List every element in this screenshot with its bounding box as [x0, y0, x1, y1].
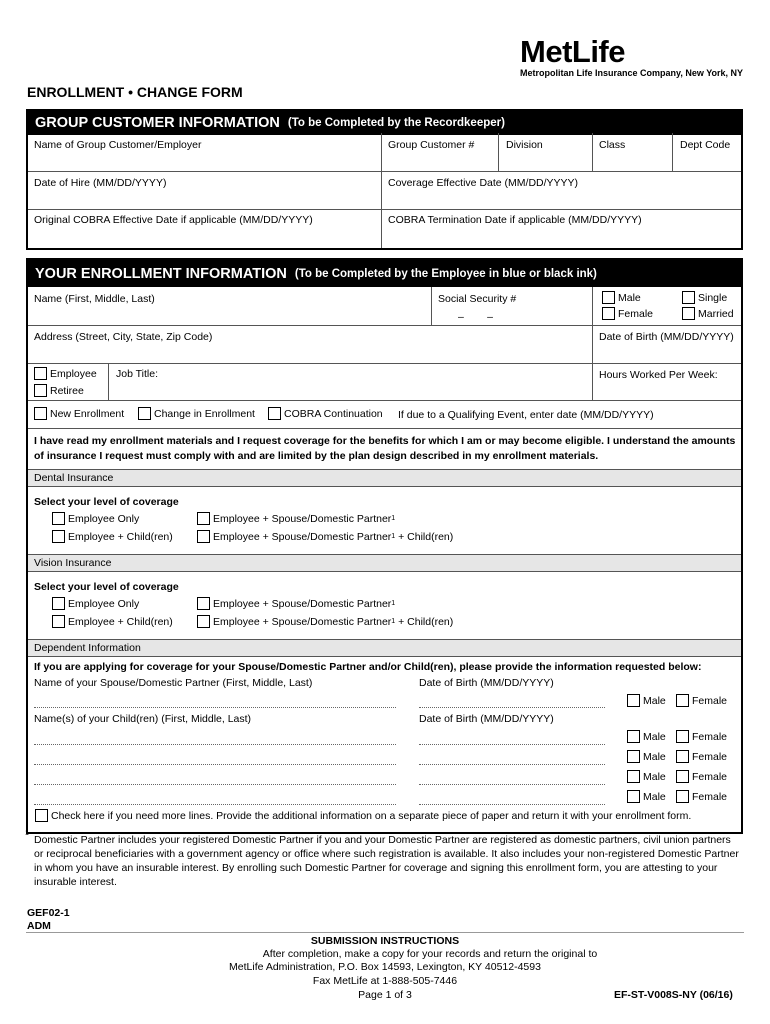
employee-label: Employee [50, 367, 97, 380]
coverage-effective-date-field[interactable]: Coverage Effective Date (MM/DD/YYYY) [388, 177, 579, 189]
division-field[interactable]: Division [506, 139, 543, 151]
child-male-label: Male [643, 730, 666, 743]
child-female-checkbox[interactable] [676, 790, 689, 803]
vision-employee-only-label: Employee Only [68, 597, 140, 610]
vision-employee-spouse-checkbox[interactable] [197, 597, 210, 610]
dental-employee-spouse-label: Employee + Spouse/Domestic Partner [213, 512, 392, 525]
class-field[interactable]: Class [599, 139, 626, 151]
dental-plus-child-label: + Child(ren) [398, 530, 454, 543]
vision-employee-child-label: Employee + Child(ren) [68, 615, 173, 628]
change-enrollment-label: Change in Enrollment [154, 407, 255, 420]
child-female-checkbox[interactable] [676, 750, 689, 763]
hours-worked-field[interactable]: Hours Worked Per Week: [599, 369, 718, 381]
enrollment-heading: YOUR ENROLLMENT INFORMATION [35, 265, 287, 282]
metlife-logo: MetLife [520, 34, 625, 69]
dental-employee-child-label: Employee + Child(ren) [68, 530, 173, 543]
more-lines-checkbox[interactable] [35, 809, 48, 822]
child-dob-line[interactable] [419, 784, 605, 785]
female-checkbox[interactable] [602, 307, 615, 320]
submission-line-2: MetLife Administration, P.O. Box 14593, Lexington, KY 40512-4593 [229, 961, 541, 973]
child-name-line[interactable] [34, 784, 396, 785]
vision-employee-spouse-child-checkbox[interactable] [197, 615, 210, 628]
male-label: Male [618, 291, 641, 304]
enrollment-section [26, 258, 743, 834]
address-field[interactable]: Address (Street, City, State, Zip Code) [34, 331, 213, 343]
spouse-dob-line[interactable] [419, 707, 605, 708]
single-checkbox[interactable] [682, 291, 695, 304]
single-label: Single [698, 291, 728, 304]
footnote-ref: 1 [391, 600, 396, 607]
domestic-partner-footnote: Domestic Partner includes your registered Domestic Partner if you and your Domestic Partner are registered as domestic partners, civil union partners or reciprocal beneficiaries with a government agency or office where such registration is available. It also includes your non-registered Domestic Partner in whom you have an insurable interest. By enrolling such Domestic Partner for coverage and signing this enrollment form, you are attesting to your insurable interest. [34, 834, 739, 888]
vision-employee-spouse-label: Employee + Spouse/Domestic Partner [213, 597, 392, 610]
dental-select-label: Select your level of coverage [34, 496, 179, 508]
coverage-statement: I have read my enrollment materials and I request coverage for the benefits for which I am or may become eligible. I understand the amounts of insurance I request must comply with and are limited by the plan design described in my enrollment materials. [34, 435, 736, 462]
child-male-label: Male [643, 790, 666, 803]
dependent-heading: Dependent Information [34, 642, 141, 654]
vision-header [28, 554, 741, 572]
employee-checkbox[interactable] [34, 367, 47, 380]
date-of-hire-field[interactable]: Date of Hire (MM/DD/YYYY) [34, 177, 167, 189]
dental-employee-spouse-checkbox[interactable] [197, 512, 210, 525]
spouse-name-line[interactable] [34, 707, 396, 708]
dental-header [28, 469, 741, 487]
child-male-checkbox[interactable] [627, 790, 640, 803]
footnote-marker: 1 [25, 830, 29, 837]
child-female-label: Female [692, 770, 728, 783]
spouse-male-label: Male [643, 694, 666, 707]
vision-employee-child-checkbox[interactable] [52, 615, 65, 628]
married-checkbox[interactable] [682, 307, 695, 320]
child-dob-line[interactable] [419, 744, 605, 745]
vision-select-label: Select your level of coverage [34, 581, 179, 593]
company-name: Metropolitan Life Insurance Company, New York, NY [520, 68, 744, 78]
form-code-1: GEF02-1 [27, 907, 70, 919]
cobra-effective-date-field[interactable]: Original COBRA Effective Date if applicable (MM/DD/YYYY) [34, 214, 313, 226]
child-name-line[interactable] [34, 744, 396, 745]
dept-code-field[interactable]: Dept Code [680, 139, 731, 151]
retiree-checkbox[interactable] [34, 384, 47, 397]
dental-employee-spouse-child-checkbox[interactable] [197, 530, 210, 543]
child-dob-line[interactable] [419, 804, 605, 805]
dental-heading: Dental Insurance [34, 472, 114, 484]
child-female-label: Female [692, 790, 728, 803]
child-female-checkbox[interactable] [676, 770, 689, 783]
form-title: ENROLLMENT • CHANGE FORM [27, 84, 243, 100]
new-enrollment-checkbox[interactable] [34, 407, 47, 420]
form-code-2: ADM [27, 920, 51, 932]
children-dob-label: Date of Birth (MM/DD/YYYY) [419, 713, 554, 725]
spouse-female-label: Female [692, 694, 728, 707]
group-name-field[interactable]: Name of Group Customer/Employer [34, 139, 202, 151]
footnote-ref: 1 [391, 533, 396, 540]
married-label: Married [698, 307, 734, 320]
child-male-checkbox[interactable] [627, 770, 640, 783]
new-enrollment-label: New Enrollment [50, 407, 125, 420]
more-lines-label: Check here if you need more lines. Provide the additional information on a separate piece of paper and return it with your enrollment form. [51, 809, 692, 822]
child-male-label: Male [643, 770, 666, 783]
dental-employee-only-label: Employee Only [68, 512, 140, 525]
enrollment-header [28, 260, 741, 287]
submission-line-3: Fax MetLife at 1-888-505-7446 [312, 975, 458, 987]
change-enrollment-checkbox[interactable] [138, 407, 151, 420]
form-id: EF-ST-V008S-NY (06/16) [614, 989, 733, 1001]
child-name-line[interactable] [34, 764, 396, 765]
ssn-field[interactable]: Social Security # [438, 293, 517, 305]
group-customer-subheading: (To be Completed by the Recordkeeper) [287, 117, 505, 129]
vision-employee-spouse-child-label: Employee + Spouse/Domestic Partner [213, 615, 392, 628]
spouse-name-label: Name of your Spouse/Domestic Partner (First, Middle, Last) [34, 677, 313, 689]
child-female-label: Female [692, 750, 728, 763]
child-female-label: Female [692, 730, 728, 743]
cobra-termination-date-field[interactable]: COBRA Termination Date if applicable (MM/DD/YYYY) [388, 214, 642, 226]
vision-plus-child-label: + Child(ren) [398, 615, 454, 628]
female-label: Female [618, 307, 654, 320]
vision-employee-only-checkbox[interactable] [52, 597, 65, 610]
dental-employee-only-checkbox[interactable] [52, 512, 65, 525]
employee-name-field[interactable]: Name (First, Middle, Last) [34, 293, 155, 305]
page-number: Page 1 of 3 [358, 989, 412, 1001]
footnote-ref: 1 [391, 618, 396, 625]
dependent-intro: If you are applying for coverage for your Spouse/Domestic Partner and/or Child(ren), please provide the information requested below: [34, 661, 702, 673]
enrollment-subheading: (To be Completed by the Employee in blue or black ink) [294, 267, 597, 280]
vision-heading: Vision Insurance [34, 557, 112, 569]
group-number-field[interactable]: Group Customer # [388, 139, 475, 151]
retiree-label: Retiree [50, 384, 84, 397]
date-of-birth-field[interactable]: Date of Birth (MM/DD/YYYY) [599, 331, 734, 343]
footnote-ref: 1 [391, 515, 396, 522]
child-male-checkbox[interactable] [627, 730, 640, 743]
job-title-field[interactable]: Job Title: [116, 368, 159, 380]
spouse-male-checkbox[interactable] [627, 694, 640, 707]
ssn-dashes: – – [458, 311, 494, 323]
dental-employee-spouse-child-label: Employee + Spouse/Domestic Partner [213, 530, 392, 543]
cobra-continuation-label: COBRA Continuation [284, 407, 383, 420]
children-name-label: Name(s) of your Child(ren) (First, Middle, Last) [34, 713, 252, 725]
group-customer-heading: GROUP CUSTOMER INFORMATION [35, 115, 280, 131]
cobra-continuation-checkbox[interactable] [268, 407, 281, 420]
group-customer-header [28, 111, 741, 135]
child-name-line[interactable] [34, 804, 396, 805]
spouse-dob-label: Date of Birth (MM/DD/YYYY) [419, 677, 554, 689]
spouse-female-checkbox[interactable] [676, 694, 689, 707]
submission-title: SUBMISSION INSTRUCTIONS [310, 935, 460, 947]
dental-employee-child-checkbox[interactable] [52, 530, 65, 543]
child-female-checkbox[interactable] [676, 730, 689, 743]
child-dob-line[interactable] [419, 764, 605, 765]
dependent-header [28, 639, 741, 657]
submission-line-1: After completion, make a copy for your records and return the original to [262, 948, 598, 960]
child-male-label: Male [643, 750, 666, 763]
child-male-checkbox[interactable] [627, 750, 640, 763]
male-checkbox[interactable] [602, 291, 615, 304]
qualifying-event-field[interactable]: If due to a Qualifying Event, enter date (MM/DD/YYYY) [398, 409, 654, 421]
